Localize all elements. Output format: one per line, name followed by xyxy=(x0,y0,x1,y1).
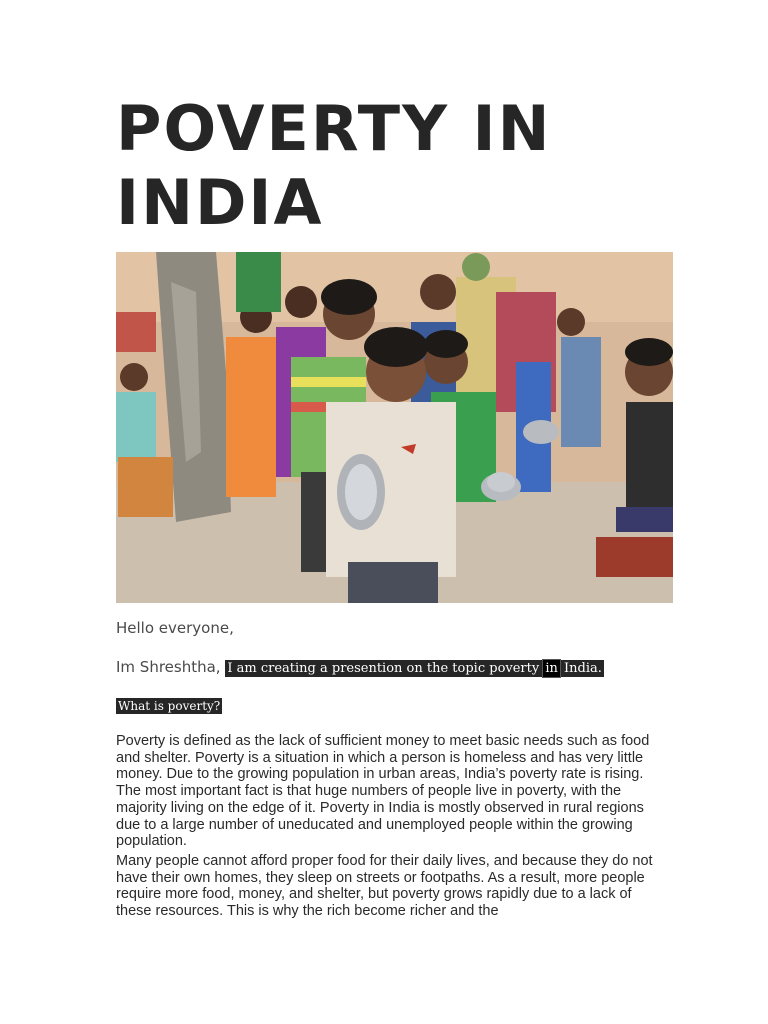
question-highlight[interactable]: What is poverty? xyxy=(118,699,221,713)
children-photo xyxy=(116,252,673,603)
document-title: POVERTY IN INDIA xyxy=(116,92,552,239)
question-heading xyxy=(116,699,222,713)
body-paragraph-2: Many people cannot afford proper food for their daily lives, and because they do not have their own homes, they sleep on streets or footpaths. As a result, more people require more food, money, and shelter, but poverty grows rapidly due to a lack of these resources. This is why the rich become richer and the xyxy=(116,853,653,920)
body-paragraph-1: Poverty is defined as the lack of sufficient money to meet basic needs such as food and shelter. Poverty is a situation in which a person is homeless and has very little money. Due to the growing population in urban areas, India’s poverty rate is rising. The most important fact is that huge numbers of people live in poverty, with the majority living on the edge of it. Poverty in India is mostly observed in rural regions due to a large number of uneducated and unemployed people within the growing population. xyxy=(116,733,650,850)
intro-highlight-after: India. xyxy=(559,661,602,676)
intro-highlight[interactable] xyxy=(225,660,604,677)
intro-line xyxy=(116,658,604,677)
intro-prefix: Im Shreshtha, xyxy=(116,658,221,676)
text-selection-cursor[interactable]: in xyxy=(545,661,558,676)
greeting-text: Hello everyone, xyxy=(116,619,234,637)
intro-highlight-before: I am creating a presention on the topic poverty xyxy=(227,661,544,676)
